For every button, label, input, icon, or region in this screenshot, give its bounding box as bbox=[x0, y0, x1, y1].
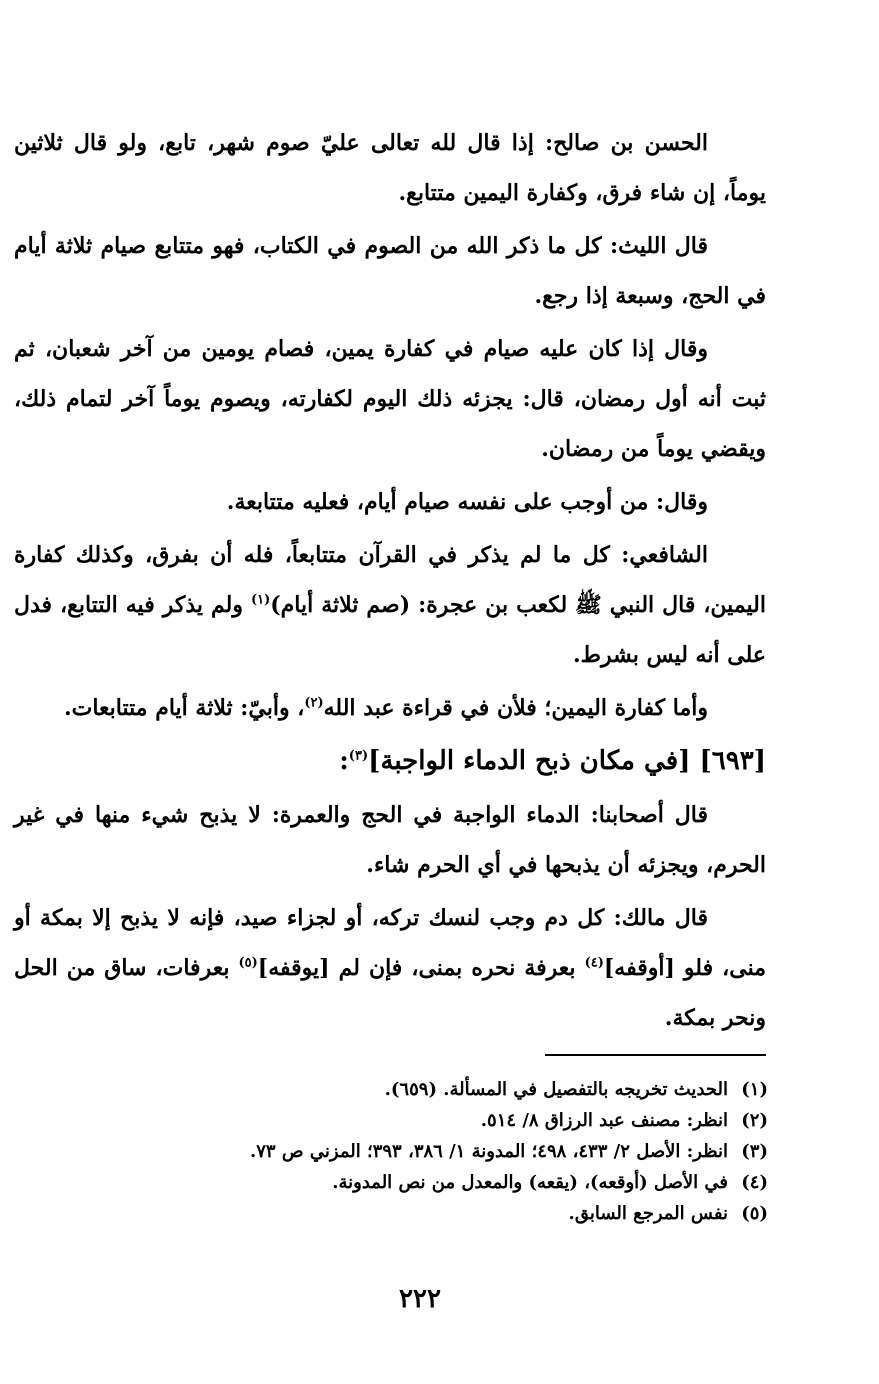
footnotes bbox=[30, 1074, 768, 1229]
paragraph-text: قال مالك: كل دم وجب لنسك تركه، أو لجزاء صيد، فإنه لا يذبح إلا بمكة أو منى، فلو [أوقفه] bbox=[14, 905, 766, 981]
footnote-ref-2[interactable]: (٢) bbox=[304, 695, 324, 711]
paragraph-text: وقال إذا كان عليه صيام في كفارة يمين، فصام يومين من آخر شعبان، ثم ثبت أنه أول رمضان، قال: يجزئه ذلك اليوم لكفارته، ويصوم يوماً آخر لتمام ذلك، ويقضي يوماً من رمضان. bbox=[14, 336, 766, 462]
footnote-2 bbox=[30, 1105, 768, 1136]
paragraph-al-shafii bbox=[14, 530, 766, 680]
paragraph-text: بعرفات، ساق من الحل ونحر بمكة. bbox=[14, 955, 766, 1031]
footnote-ref-5[interactable]: (٥) bbox=[238, 955, 258, 971]
paragraph-malik bbox=[14, 893, 766, 1043]
footnote-number: (٣) bbox=[741, 1141, 768, 1162]
footnote-number: (٤) bbox=[741, 1172, 768, 1193]
paragraph-text: قال أصحابنا: الدماء الواجبة في الحج والعمرة: لا يذبح شيء منها في غير الحرم، ويجزئه أن يذبحها في أي الحرم شاء. bbox=[14, 802, 766, 878]
footnote-text: انظر: مصنف عبد الرزاق ٨/ ٥١٤. bbox=[480, 1110, 728, 1131]
paragraph-awjaba-ala-nafsih bbox=[14, 477, 766, 527]
paragraph-text: قال الليث: كل ما ذكر الله من الصوم في الكتاب، فهو متتابع صيام ثلاثة أيام في الحج، وسبعة إذا رجع. bbox=[14, 233, 766, 309]
footnote-separator bbox=[545, 1054, 766, 1056]
footnote-ref-1[interactable]: (١) bbox=[250, 592, 271, 608]
paragraph-text: الحسن بن صالح: إذا قال لله تعالى عليّ صوم شهر، تابع، ولو قال ثلاثين يوماً، إن شاء فرق، وكفارة اليمين متتابع. bbox=[14, 130, 766, 206]
footnote-text: الحديث تخريجه بالتفصيل في المسألة. (٦٥٩). bbox=[384, 1079, 728, 1100]
footnote-number: (١) bbox=[741, 1079, 768, 1100]
section-heading bbox=[14, 736, 766, 786]
footnote-text: في الأصل (أوقعه)، (يقعه) والمعدل من نص المدونة. bbox=[332, 1172, 728, 1193]
footnote-1 bbox=[30, 1074, 768, 1105]
paragraph-text: ، وأبيّ: ثلاثة أيام متتابعات. bbox=[63, 695, 305, 721]
footnote-text: انظر: الأصل ٢/ ٤٣٣، ٤٩٨؛ المدونة ١/ ٣٨٦، ٣٩٣؛ المزني ص ٧٣. bbox=[249, 1141, 728, 1162]
paragraph-text: الشافعي: كل ما لم يذكر في القرآن متتابعاً، فله أن بفرق، وكذلك كفارة اليمين، قال النبي ﷺ لكعب بن عجرة: (صم ثلاثة أيام) bbox=[14, 542, 766, 618]
footnote-5 bbox=[30, 1198, 768, 1229]
paragraph-qiraat-abdullah bbox=[14, 683, 766, 733]
footnote-4 bbox=[30, 1167, 768, 1198]
paragraph-text: ولم يذكر فيه التتابع، فدل على أنه ليس بشرط. bbox=[14, 592, 766, 668]
footnote-ref-4[interactable]: (٤) bbox=[584, 955, 604, 971]
paragraph-al-layth bbox=[14, 221, 766, 321]
section-heading-colon: : bbox=[339, 746, 349, 776]
paragraph-text: بعرفة نحره بمنى، فإن لم [يوقفه] bbox=[257, 955, 585, 981]
section-heading-text: [٦٩٣] [في مكان ذبح الدماء الواجبة] bbox=[368, 746, 766, 776]
footnote-number: (٥) bbox=[741, 1203, 768, 1224]
page-number: ٢٢٢ bbox=[399, 1284, 441, 1314]
footnote-text: نفس المرجع السابق. bbox=[568, 1203, 728, 1224]
page-body bbox=[14, 118, 766, 1046]
footnote-3 bbox=[30, 1136, 768, 1167]
paragraph-text: وقال: من أوجب على نفسه صيام أيام، فعليه متتابعة. bbox=[226, 489, 708, 515]
paragraph-kaffarat-yamin bbox=[14, 324, 766, 474]
footnote-ref-3[interactable]: (٣) bbox=[348, 748, 369, 764]
footnote-number: (٢) bbox=[741, 1110, 768, 1131]
paragraph-text: وأما كفارة اليمين؛ فلأن في قراءة عبد الله bbox=[323, 695, 708, 721]
paragraph-hasan-ibn-salih bbox=[14, 118, 766, 218]
paragraph-ashabuna bbox=[14, 790, 766, 890]
